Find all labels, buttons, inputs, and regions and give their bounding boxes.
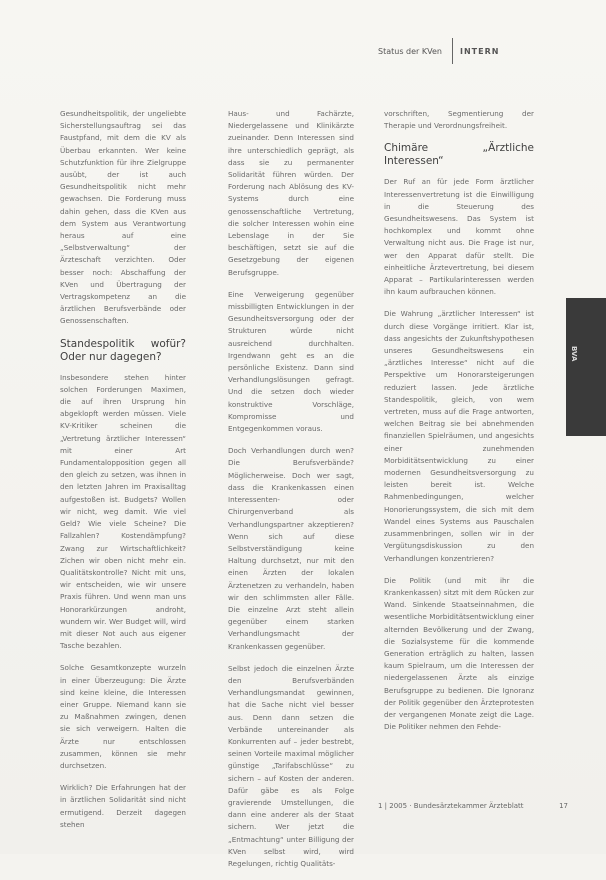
paragraph: Die Politik (und mit ihr die Krankenkassen) sitzt mit dem Rücken zur Wand. Sinkende Staatseinnahmen, die wesentliche Morbiditätsentwicklung einer alternden Bevölkerung und der Zwang, die Sozialsysteme für die kommende Generation erträglich zu halten, lassen kaum Spielraum, um die Interessen der niedergelassenen Ärzte als einzige Berufsgruppe zu bedienen. Die Ignoranz der Politik gegenüber den Ärzteprotesten der vergangenen Monate zeigt die Lage. Die Politiker nehmen den Fehde- (384, 575, 534, 732)
paragraph: Selbst jedoch die einzelnen Ärzte den Berufsverbänden Verhandlungsmandat gewinnen, hat die Sache nicht viel besser aus. Denn dann setzen die Verbände untereinander als Konkurrenten auf – jeder bestrebt, seinen Vorteile maximal möglicher günstige „Tarifabschlüsse“ zu sichern – auf Kosten der anderen. Dafür gäbe es als Folge gravierende Umstellungen, die dann eine anderer als der Staat sichern. Wer jetzt die „Entmachtung“ unter Billigung der KVen selbst wird, wird Regelungen, richtig Qualitäts- (228, 663, 354, 868)
subheading: Chimäre „Ärztliche Interessen“ (384, 142, 534, 168)
column-2 (228, 108, 354, 880)
subheading: Standespolitik wofür? Oder nur dagegen? (60, 337, 186, 363)
header-section: Status der KVen (378, 47, 442, 56)
paragraph: Doch Verhandlungen durch wen? Die Berufsverbände? Möglicherweise. Doch wer sagt, dass die Krankenkassen einen Interessenten- oder Chirurgenverband als Verhandlungspartner akzeptieren? Wenn sich auf diese Selbstverständigung keine Haltung durchsetzt, nur mit den einen Ärzten der lokalen Ärztenetzen zu verhandeln, haben wir den schlimmsten aller Fälle. Die einzelne Arzt steht allein gegenüber einem starken Verhandlungsmacht der Krankenkassen gegenüber. (228, 446, 354, 651)
section-side-tab (566, 298, 606, 436)
header-divider (452, 38, 453, 64)
header-category: INTERN (460, 47, 500, 56)
paragraph: Eine Verweigerung gegenüber missbilligten Entwicklungen in der Gesundheitsversorgung oder der Strukturen würde nicht ausreichend durchhalten. Irgendwann geht es an die persönliche Existenz. Dann sind Verhandlungslösungen gefragt. Und die setzen doch wieder konstruktive Vorschläge, Kompromisse und Entgegenkommen voraus. (228, 289, 354, 434)
paragraph: Der Ruf an für jede Form ärztlicher Interessenvertretung ist die Einwilligung in die Steuerung des Gesundheitswesens. Das System ist hochkomplex und kommt ohne Verwaltung nicht aus. Die Frage ist nur, wer den Apparat dafür stellt. Die einheitliche Ärztevertretung, bei diesem Apparat – Partikularinteressen werden ihn kaum aufbrauchen können. (384, 177, 534, 297)
footer-source: 1 | 2005 · Bundesärztekammer Ärzteblatt (378, 802, 524, 810)
side-tab-label: BVA (570, 346, 578, 362)
paragraph: Gesundheitspolitik, der ungeliebte Sicherstellungsauftrag sei das Faustpfand, mit dem die KV als Überbau erkannten. Wer keine Schutzfunktion für ihre Zielgruppe ausübt, der ist auch Gesundheitspolitik nicht mehr gewachsen. Die Forderung muss dahin gehen, dass die KVen aus dem System aus Verantwortung heraus auf eine „Selbstverwaltung“ der Ärzteschaft verzichten. Oder besser noch: Abschaffung der KVen und Übertragung der Vertragskompetenz an die ärztlichen Berufsverbände oder Genossenschaften. (60, 109, 186, 326)
column-3 (384, 108, 534, 743)
paragraph: vorschriften, Segmentierung der Therapie und Verordnungsfreiheit. (384, 109, 534, 131)
column-1 (60, 108, 186, 841)
paragraph: Haus- und Fachärzte, Niedergelassene und Klinikärzte zueinander. Denn Interessen sind ihre unterschiedlich geprägt, als dass sie zu permanenter Solidarität führen würden. Der Forderung nach Ablösung des KV-Systems durch eine genossenschaftliche Vertretung, die solcher Interessen wohin eine Lebenslage in der Sie beschäftigen, setzt sie auf die Gesetzgebung der eigenen Berufsgruppe. (228, 109, 354, 277)
paragraph: Wirklich? Die Erfahrungen hat der in ärztlichen Solidarität sind nicht ermutigend. Derzeit dagegen stehen (60, 783, 186, 829)
paragraph: Die Wahrung „ärztlicher Interessen“ ist durch diese Vorgänge irritiert. Klar ist, dass angesichts der Zukunftshypothesen unseres Gesundheitswesens ein „ärztliches Interesse“ nicht auf die Perspektive um Honorarsteigerungen reduziert lassen. Jede ärztliche Standespolitik, gleich, von wem vertreten, muss auf die Frage antworten, welchen Beitrag sie bei abnehmenden finanziellen Spielräumen, und angesichts einer zunehmenden Morbiditätsentwicklung zu einer modernen Gesundheitsversorgung zu leisten bereit ist. Welche Rahmenbedingungen, welcher Honorierungssystem, die sich mit dem Wandel eines Systems aus Pauschalen zusammenbringen, sollen wir in der Vergütungsdiskussion zu den Verhandlungen konzentrieren? (384, 309, 534, 563)
paragraph: Solche Gesamtkonzepte wurzeln in einer Überzeugung: Die Ärzte sind keine kleine, die Interessen einer Gruppe. Niemand kann sie zu Maßnahmen zwingen, denen sie sich verweigern. Halten die Ärzte nur entschlossen zusammen, können sie mehr durchsetzen. (60, 663, 186, 770)
paragraph: Insbesondere stehen hinter solchen Forderungen Maximen, die auf ihren Ursprung hin abgeklopft werden müssen. Viele KV-Kritiker scheinen die „Vertretung ärztlicher Interessen“ mit einer Art Fundamentalopposition gegen all den gleich zu setzen, was ihnen in den letzten Jahren im Praxisalltag aufgestoßen ist. Budgets? Wollen wir nicht, weg damit. Wie viel Geld? Wie viele Scheine? Die Fallzahlen? Kostendämpfung? Zwang zur Wirtschaftlichkeit? Zichen wir oben nicht mehr ein. Qualitätskontrolle? Nicht mit uns, wir entscheiden, wie wir unsere Praxis führen. Und wenn man uns Honorarkürzungen androht, wundern wir. Wer Budget will, wird mit dieser Not auch aus eigener Tasche bezahlen. (60, 372, 186, 651)
page-number: 17 (559, 802, 568, 810)
running-header (378, 44, 568, 64)
